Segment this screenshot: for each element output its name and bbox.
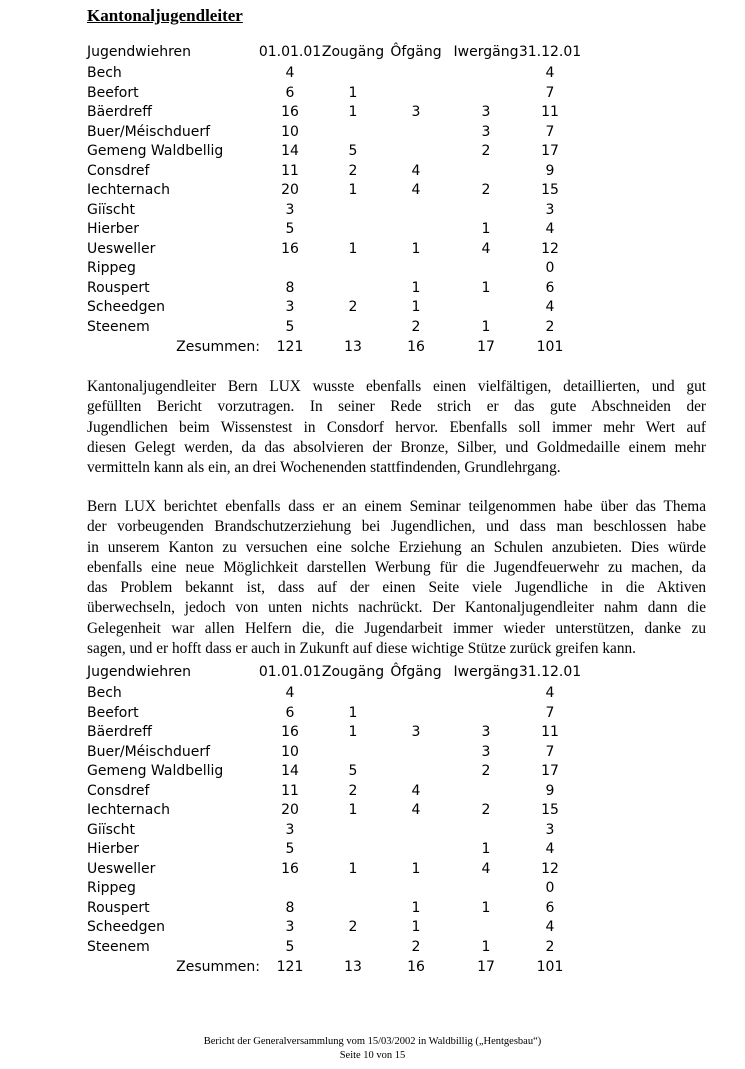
- cell-iwergang: 2: [481, 802, 491, 818]
- header-zougang: Zougäng: [321, 664, 385, 680]
- cell-end: 4: [545, 65, 555, 81]
- row-name: Consdref: [87, 162, 150, 179]
- cell-end: 15: [541, 182, 559, 198]
- table-row: [0, 239, 745, 259]
- cell-end: 9: [545, 782, 555, 799]
- page-footer: [0, 1035, 745, 1063]
- table-row: [0, 820, 745, 840]
- paragraph-line: in unserem Kanton zu versuchen eine solche Erziehung an Schulen anzubieten. Dies würde: [87, 538, 706, 556]
- cell-zougang: 5: [348, 763, 358, 779]
- table-row: [0, 859, 745, 879]
- header-start: 01.01.01: [258, 664, 322, 680]
- row-name: Rouspert: [87, 279, 150, 296]
- cell-start: 11: [281, 782, 299, 799]
- table-row: [0, 141, 745, 161]
- cell-ofgang: 4: [411, 162, 421, 179]
- cell-iwergang: 3: [481, 104, 491, 120]
- cell-end: 11: [541, 104, 559, 120]
- cell-zougang: 1: [348, 860, 358, 877]
- cell-end: 7: [545, 704, 555, 721]
- row-name: Bäerdreff: [87, 724, 152, 740]
- row-name: Bech: [87, 685, 122, 701]
- row-name: Steenem: [87, 318, 150, 335]
- row-name: Giïscht: [87, 821, 135, 838]
- cell-end: 15: [541, 802, 559, 818]
- total-zougang: 13: [344, 959, 362, 975]
- cell-start: 16: [281, 240, 299, 257]
- total-zougang: 13: [344, 339, 362, 355]
- paragraph-line: Gelegenheit war allen Helfern die, die Jugendarbeit immer wieder unterstützen, danke zu: [87, 619, 706, 637]
- cell-zougang: 1: [348, 802, 358, 818]
- cell-start: 3: [285, 299, 295, 315]
- cell-iwergang: 4: [481, 240, 491, 257]
- header-end: 31.12.01: [518, 664, 582, 680]
- row-name: Rouspert: [87, 899, 150, 916]
- cell-zougang: 1: [348, 104, 358, 120]
- cell-ofgang: 4: [411, 782, 421, 799]
- cell-ofgang: 4: [411, 182, 421, 198]
- total-end: 101: [536, 339, 564, 355]
- cell-start: 16: [281, 104, 299, 120]
- total-end: 101: [536, 959, 564, 975]
- row-name: Beefort: [87, 704, 139, 721]
- table-row: [0, 200, 745, 220]
- paragraph-line: diesen Gelegt werden, da das absolvieren der Bronze, Silber, und Goldmedaille einem mehr: [87, 438, 706, 456]
- paragraph-line: ebenfalls eine neue Möglichkeit darstellen Werbung für die Jugendfeuerwehr zu machen, da: [87, 558, 706, 576]
- cell-zougang: 1: [348, 240, 358, 257]
- cell-start: 14: [281, 763, 299, 779]
- cell-iwergang: 1: [481, 899, 491, 916]
- cell-end: 4: [545, 841, 555, 857]
- cell-end: 17: [541, 143, 559, 159]
- table-row: [0, 800, 745, 820]
- total-ofgang: 16: [407, 959, 425, 975]
- cell-iwergang: 2: [481, 182, 491, 198]
- cell-end: 0: [545, 260, 555, 276]
- row-name: Beefort: [87, 84, 139, 101]
- table-row: [0, 102, 745, 122]
- table-row: [0, 83, 745, 103]
- paragraph-line: vermitteln kann als ein, an drei Wochenenden stattfindenden, Grundlehrgang.: [87, 459, 561, 477]
- cell-iwergang: 4: [481, 860, 491, 877]
- row-name: Consdref: [87, 782, 150, 799]
- cell-start: 8: [285, 899, 295, 916]
- cell-ofgang: 1: [411, 240, 421, 257]
- table-row: [0, 742, 745, 762]
- cell-zougang: 1: [348, 704, 358, 721]
- cell-end: 4: [545, 299, 555, 315]
- header-ofgang: Ôfgäng: [390, 664, 442, 680]
- row-name: Uesweller: [87, 240, 156, 257]
- paragraph-line: gefüllten Bericht vorzutragen. In seiner Rede strich er das gute Abschneiden der: [87, 398, 706, 416]
- table-row: [0, 917, 745, 937]
- total-iwergang: 17: [477, 339, 495, 355]
- table-row: [0, 937, 745, 957]
- table-row: [0, 297, 745, 317]
- cell-start: 3: [285, 919, 295, 935]
- cell-end: 4: [545, 919, 555, 935]
- cell-start: 4: [285, 65, 295, 81]
- cell-zougang: 1: [348, 84, 358, 101]
- cell-ofgang: 1: [411, 919, 421, 935]
- table-row: [0, 878, 745, 898]
- paragraph-line: Kantonaljugendleiter Bern LUX wusste ebenfalls einen vielfältigen, detaillierten, und gut: [87, 378, 706, 395]
- cell-end: 6: [545, 899, 555, 916]
- table-row: [0, 180, 745, 200]
- cell-ofgang: 1: [411, 899, 421, 916]
- cell-end: 0: [545, 880, 555, 896]
- cell-ofgang: 1: [411, 860, 421, 877]
- header-name: Jugendwiehren: [87, 44, 192, 60]
- cell-start: 14: [281, 143, 299, 159]
- totals-row: [0, 957, 745, 977]
- cell-end: 12: [541, 240, 559, 257]
- table-row: [0, 161, 745, 181]
- table-row: [0, 683, 745, 703]
- cell-end: 11: [541, 724, 559, 740]
- cell-ofgang: 3: [411, 724, 421, 740]
- cell-start: 16: [281, 724, 299, 740]
- cell-start: 16: [281, 860, 299, 877]
- cell-ofgang: 2: [411, 938, 421, 955]
- total-start: 121: [276, 339, 304, 355]
- cell-zougang: 5: [348, 143, 358, 159]
- cell-end: 12: [541, 860, 559, 877]
- cell-end: 3: [545, 201, 555, 218]
- table-row: [0, 63, 745, 83]
- cell-iwergang: 1: [481, 938, 491, 955]
- cell-end: 2: [545, 318, 555, 335]
- cell-iwergang: 1: [481, 279, 491, 296]
- row-name: Hierber: [87, 221, 140, 237]
- table-row: [0, 898, 745, 918]
- cell-zougang: 2: [348, 299, 358, 315]
- paragraph-line: Bern LUX berichtet ebenfalls dass er an einem Seminar teilgenommen habe über das Thema: [87, 498, 706, 515]
- table-row: [0, 278, 745, 298]
- cell-end: 7: [545, 743, 555, 760]
- cell-start: 4: [285, 685, 295, 701]
- row-name: Gemeng Waldbellig: [87, 143, 224, 159]
- paragraph-line: das Problem bekannt ist, dass auf der einen Seite viele Jugendliche in die Aktiven: [87, 579, 706, 597]
- cell-start: 10: [281, 743, 299, 760]
- row-name: Steenem: [87, 938, 150, 955]
- row-name: Rippeg: [87, 880, 136, 896]
- cell-start: 5: [285, 841, 295, 857]
- row-name: Buer/Méischduerf: [87, 743, 211, 760]
- table-row: [0, 781, 745, 801]
- total-ofgang: 16: [407, 339, 425, 355]
- row-name: Hierber: [87, 841, 140, 857]
- cell-start: 10: [281, 123, 299, 140]
- cell-zougang: 1: [348, 182, 358, 198]
- total-start: 121: [276, 959, 304, 975]
- cell-iwergang: 2: [481, 763, 491, 779]
- table-header-row: [0, 663, 745, 683]
- table-row: [0, 317, 745, 337]
- cell-zougang: 2: [348, 782, 358, 799]
- cell-end: 6: [545, 279, 555, 296]
- cell-iwergang: 1: [481, 318, 491, 335]
- cell-start: 6: [285, 704, 295, 721]
- cell-iwergang: 2: [481, 143, 491, 159]
- cell-ofgang: 2: [411, 318, 421, 335]
- paragraph-line: Jugendlichen beim Wissenstest in Consdorf hervor. Ebenfalls soll immer mehr Wert auf: [87, 418, 706, 436]
- header-end: 31.12.01: [518, 44, 582, 60]
- paragraph-line: sagen, und er hofft dass er auch in Zukunft auf diese wichtige Stütze zurück greifen kann.: [87, 640, 636, 658]
- header-zougang: Zougäng: [321, 44, 385, 60]
- report-paragraph: [87, 377, 706, 478]
- row-name: Bech: [87, 65, 122, 81]
- cell-end: 4: [545, 685, 555, 701]
- report-paragraph: [87, 497, 706, 659]
- row-name: Iechternach: [87, 802, 170, 818]
- cell-ofgang: 1: [411, 279, 421, 296]
- table-row: [0, 761, 745, 781]
- cell-ofgang: 4: [411, 802, 421, 818]
- table-row: [0, 839, 745, 859]
- cell-zougang: 2: [348, 919, 358, 935]
- row-name: Scheedgen: [87, 919, 165, 935]
- cell-start: 5: [285, 221, 295, 237]
- footer-page-number: Seite 10 von 15: [339, 1050, 406, 1061]
- row-name: Scheedgen: [87, 299, 165, 315]
- cell-end: 4: [545, 221, 555, 237]
- cell-iwergang: 1: [481, 221, 491, 237]
- cell-start: 20: [281, 802, 299, 818]
- row-name: Uesweller: [87, 860, 156, 877]
- cell-iwergang: 3: [481, 724, 491, 740]
- row-name: Rippeg: [87, 260, 136, 276]
- cell-start: 11: [281, 162, 299, 179]
- cell-start: 8: [285, 279, 295, 296]
- footer-report-line: Bericht der Generalversammlung vom 15/03/2002 in Waldbillig („Hentgesbau“): [203, 1036, 542, 1047]
- cell-ofgang: 1: [411, 299, 421, 315]
- header-ofgang: Ôfgäng: [390, 44, 442, 60]
- cell-end: 2: [545, 938, 555, 955]
- cell-zougang: 1: [348, 724, 358, 740]
- row-name: Iechternach: [87, 182, 170, 198]
- header-start: 01.01.01: [258, 44, 322, 60]
- cell-iwergang: 3: [481, 123, 491, 140]
- cell-end: 3: [545, 821, 555, 838]
- cell-zougang: 2: [348, 162, 358, 179]
- totals-label: Zesummen:: [176, 959, 260, 975]
- table-row: [0, 722, 745, 742]
- row-name: Bäerdreff: [87, 104, 152, 120]
- table-row: [0, 122, 745, 142]
- cell-end: 17: [541, 763, 559, 779]
- cell-end: 7: [545, 84, 555, 101]
- table-row: [0, 703, 745, 723]
- cell-iwergang: 3: [481, 743, 491, 760]
- cell-end: 9: [545, 162, 555, 179]
- header-name: Jugendwiehren: [87, 664, 192, 680]
- cell-start: 3: [285, 201, 295, 218]
- section-heading: Kantonaljugendleiter: [87, 6, 243, 25]
- header-iwergang: Iwergäng: [453, 44, 519, 60]
- cell-iwergang: 1: [481, 841, 491, 857]
- paragraph-line: überwechseln, jedoch von unten nichts nachrückt. Der Kantonaljugendleiter nahm dann die: [87, 599, 706, 617]
- cell-ofgang: 3: [411, 104, 421, 120]
- row-name: Giïscht: [87, 201, 135, 218]
- cell-start: 6: [285, 84, 295, 101]
- paragraph-line: der vorbeugenden Brandschutzerziehung bei Jugendlichen, und dass man beschlossen habe: [87, 518, 706, 536]
- cell-start: 5: [285, 318, 295, 335]
- totals-label: Zesummen:: [176, 339, 260, 355]
- header-iwergang: Iwergäng: [453, 664, 519, 680]
- table-row: [0, 219, 745, 239]
- table-header-row: [0, 43, 745, 63]
- cell-start: 5: [285, 938, 295, 955]
- row-name: Buer/Méischduerf: [87, 123, 211, 140]
- cell-end: 7: [545, 123, 555, 140]
- totals-row: [0, 337, 745, 357]
- total-iwergang: 17: [477, 959, 495, 975]
- cell-start: 20: [281, 182, 299, 198]
- row-name: Gemeng Waldbellig: [87, 763, 224, 779]
- table-row: [0, 258, 745, 278]
- cell-start: 3: [285, 821, 295, 838]
